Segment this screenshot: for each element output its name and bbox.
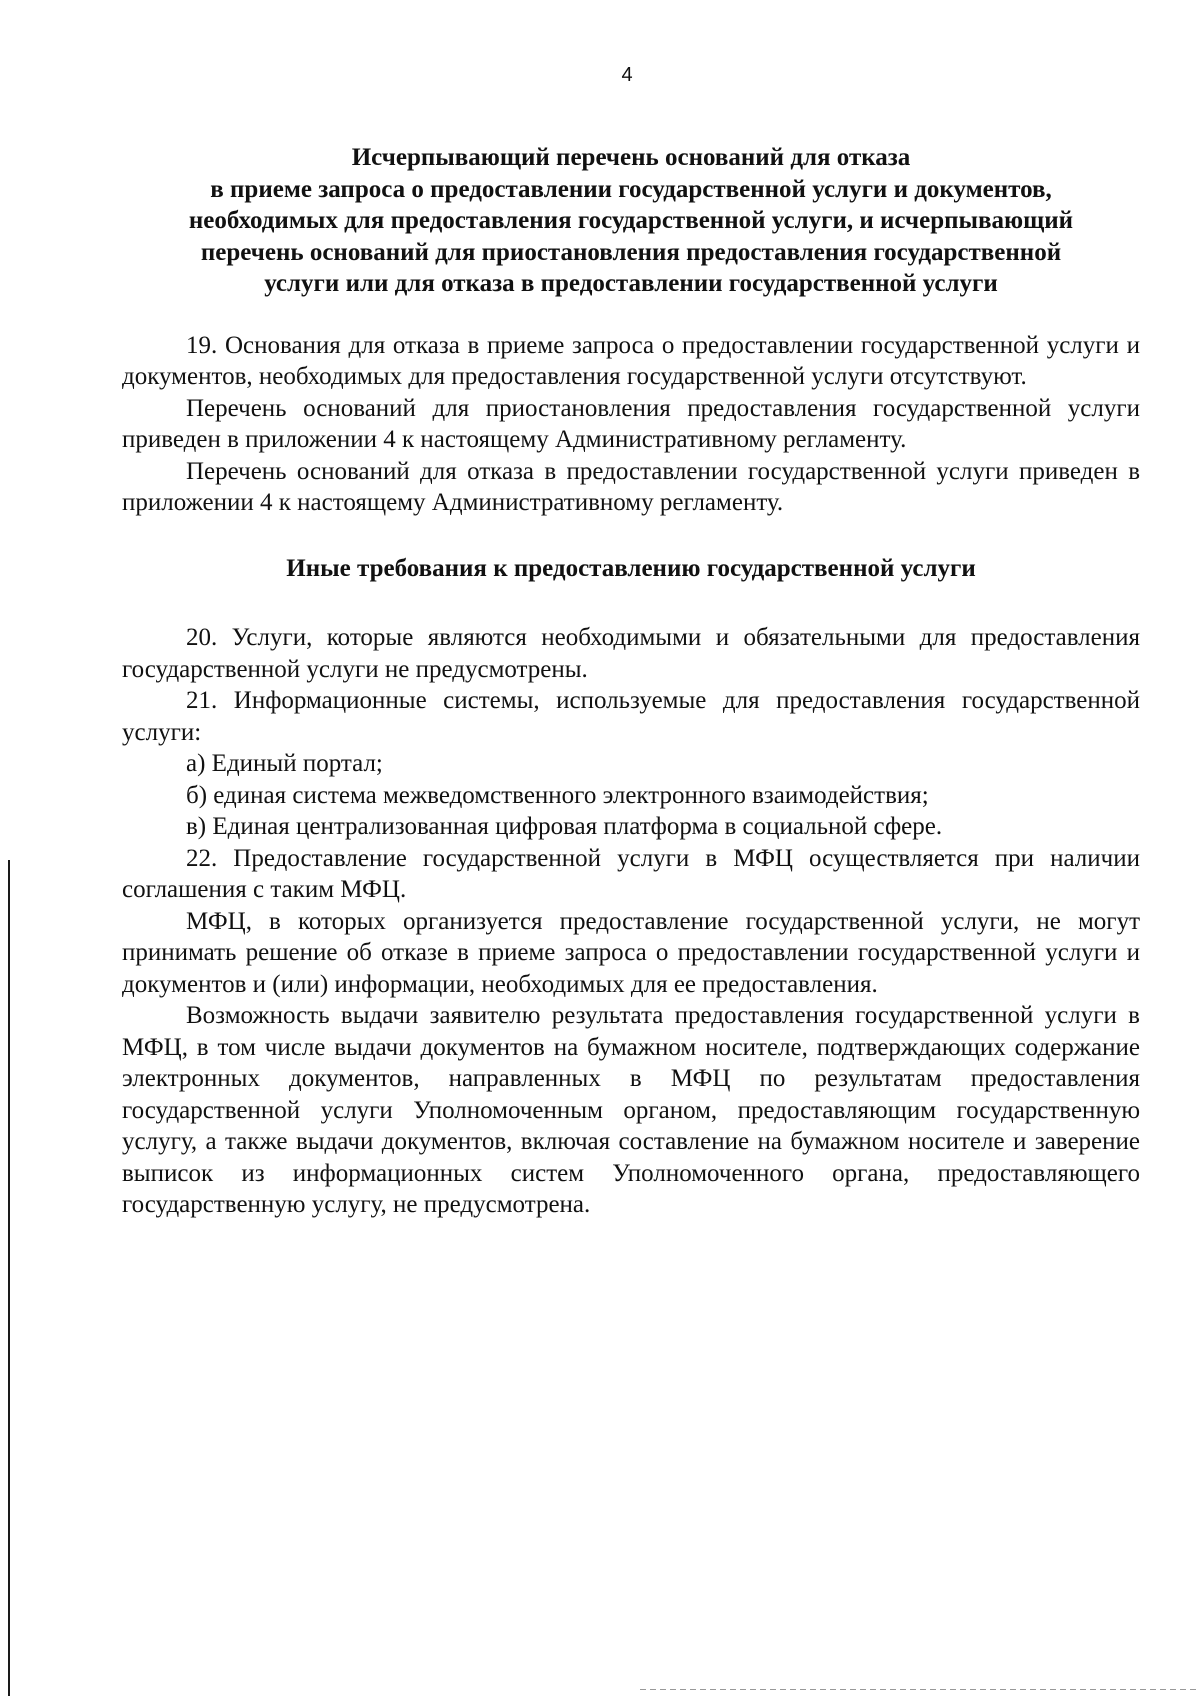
scan-edge-line bbox=[8, 860, 10, 1696]
paragraph-22: 22. Предоставление государственной услуги в МФЦ осуществляется при наличии соглашения с таким МФЦ. bbox=[122, 844, 1140, 903]
section-heading-other-requirements: Иные требования к предоставлению государственной услуги bbox=[286, 554, 976, 582]
heading-line: услуги или для отказа в предоставлении государственной услуги bbox=[264, 270, 998, 297]
heading-line: необходимых для предоставления государственной услуги, и исчерпывающий bbox=[188, 207, 1074, 234]
list-item: а) Единый портал; bbox=[186, 750, 383, 777]
paragraph-mfc-refusal: МФЦ, в которых организуется предоставление государственной услуги, не могут принимать решение об отказе в приеме запроса о предоставлении государственной услуги и документов и (или) информации, необходимых для ее предоставления. bbox=[122, 907, 1140, 998]
document-body bbox=[122, 142, 1140, 1221]
paragraph-result-issuance: Возможность выдачи заявителю результата предоставления государственной услуги в МФЦ, в том числе выдачи документов на бумажном носителе, подтверждающих содержание электронных документов, направленных в МФЦ по результатам предоставления государственной услуги Уполномоченным органом, предоставляющим государственную услугу, а также выдачи документов, включая составление на бумажном носителе и заверение выписок из информационных систем Уполномоченного органа, предоставляющего государственную услугу, не предусмотрена. bbox=[122, 1002, 1140, 1218]
page-number: 4 bbox=[621, 64, 633, 86]
paragraph-refusal-list: Перечень оснований для отказа в предоставлении государственной услуги приведен в приложении 4 к настоящему Административному регламенту. bbox=[122, 457, 1140, 516]
paragraph-21: 21. Информационные системы, используемые для предоставления государственной услуги: bbox=[122, 687, 1140, 746]
scan-bottom-line bbox=[640, 1689, 1200, 1690]
heading-line: перечень оснований для приостановления предоставления государственной bbox=[200, 238, 1062, 266]
paragraph-suspension-list: Перечень оснований для приостановления предоставления государственной услуги приведен в приложении 4 к настоящему Административному регламенту. bbox=[122, 394, 1140, 453]
list-item: в) Единая централизованная цифровая платформа в социальной сфере. bbox=[186, 813, 943, 840]
paragraph-20: 20. Услуги, которые являются необходимыми и обязательными для предоставления государственной услуги не предусмотрены. bbox=[122, 624, 1140, 683]
section-heading-refusal-grounds bbox=[122, 142, 1140, 300]
heading-line: Исчерпывающий перечень оснований для отказа bbox=[351, 144, 911, 171]
heading-line: в приеме запроса о предоставлении государственной услуги и документов, bbox=[210, 175, 1052, 203]
list-item: б) единая система межведомственного электронного взаимодействия; bbox=[186, 781, 929, 809]
paragraph-19: 19. Основания для отказа в приеме запроса о предоставлении государственной услуги и документов, необходимых для предоставления государственной услуги отсутствуют. bbox=[122, 331, 1140, 390]
